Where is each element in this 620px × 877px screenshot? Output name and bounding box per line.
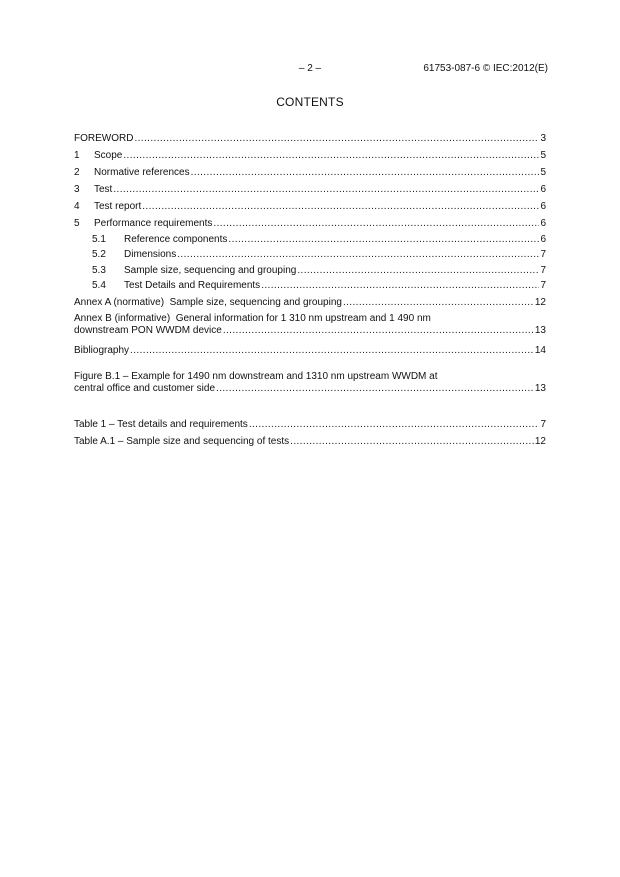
toc-entry-text: Normative references <box>94 167 190 178</box>
leader-dots <box>113 184 539 196</box>
toc-entry-text: Test Details and Requirements <box>124 280 261 291</box>
toc-entry-number: 5.2 <box>92 249 106 260</box>
toc-entry-page: 7 <box>540 280 546 291</box>
toc-entry-page: 6 <box>540 201 546 212</box>
toc-entry-page: 7 <box>540 249 546 260</box>
toc-entry-text: Annex A (normative) Sample size, sequencing and grouping <box>74 297 342 308</box>
toc-entry-number: 1 <box>74 150 80 161</box>
toc-entry-number: 5.1 <box>92 233 106 245</box>
list-of-figures <box>74 371 546 398</box>
toc-entry-dimensions[interactable] <box>74 246 546 262</box>
toc-entry-scope[interactable] <box>74 145 546 162</box>
leader-dots <box>343 297 534 309</box>
toc-entry-page: 14 <box>534 345 546 356</box>
leader-dots <box>297 265 539 277</box>
leader-dots <box>142 201 539 213</box>
leader-dots <box>191 167 540 179</box>
figure-entry-text-line1: Figure B.1 – Example for 1490 nm downstream and 1310 nm upstream WWDM at <box>74 371 438 382</box>
leader-dots <box>290 436 534 448</box>
toc-entry-annex-a[interactable] <box>74 292 546 309</box>
toc-entry-sample-size[interactable] <box>74 261 546 277</box>
toc-entry-reference-components[interactable] <box>74 230 546 246</box>
leader-dots <box>249 419 540 431</box>
toc-entry-text: FOREWORD <box>74 133 134 144</box>
toc-entry-bibliography[interactable] <box>74 340 546 357</box>
toc-entry-number: 5.4 <box>92 280 106 291</box>
toc-entry-test[interactable] <box>74 179 546 196</box>
toc-entry-number: 5.3 <box>92 264 106 276</box>
toc-entry-text-line1: Annex B (informative) General information for 1 310 nm upstream and 1 490 nm <box>74 313 431 324</box>
toc-entry-text: Sample size, sequencing and grouping <box>124 264 297 276</box>
toc-entry-number: 2 <box>74 167 80 178</box>
toc-entry-test-details[interactable] <box>74 277 546 293</box>
table-entry-text: Table 1 – Test details and requirements <box>74 419 248 430</box>
toc-entry-text: Bibliography <box>74 345 130 356</box>
table-entry-page: 7 <box>540 419 546 430</box>
leader-dots <box>177 249 539 261</box>
leader-dots <box>228 234 539 246</box>
document-reference: 61753-087-6 © IEC:2012(E) <box>423 63 548 74</box>
toc-entry-annex-b[interactable] <box>74 313 546 337</box>
toc-entry-page: 5 <box>540 150 546 161</box>
toc-entry-number: 5 <box>74 218 80 229</box>
toc-entry-page: 7 <box>540 264 546 276</box>
contents-title: CONTENTS <box>276 95 344 109</box>
table-entry-a1[interactable] <box>74 431 546 448</box>
table-entry-1[interactable] <box>74 414 546 431</box>
toc-entry-text: Test report <box>94 201 142 212</box>
toc-entry-page: 5 <box>540 167 546 178</box>
toc-entry-page: 6 <box>540 233 546 245</box>
toc-entry-page: 12 <box>534 297 546 308</box>
figure-entry-b1[interactable] <box>74 371 546 395</box>
leader-dots <box>134 133 539 145</box>
leader-dots <box>130 345 534 357</box>
toc-entry-text: Scope <box>94 150 123 161</box>
figure-entry-page: 13 <box>534 383 546 394</box>
toc-entry-page: 13 <box>534 325 546 336</box>
toc-entry-normative-references[interactable] <box>74 162 546 179</box>
toc-entry-page: 6 <box>540 184 546 195</box>
toc-entry-number: 4 <box>74 201 80 212</box>
toc-entry-page: 3 <box>540 133 546 144</box>
table-entry-text: Table A.1 – Sample size and sequencing of tests <box>74 436 290 447</box>
toc-entry-page: 6 <box>540 218 546 229</box>
toc-entry-text: Performance requirements <box>94 218 213 229</box>
leader-dots <box>223 325 534 337</box>
leader-dots <box>216 383 534 395</box>
leader-dots <box>123 150 539 162</box>
figure-entry-text-line2: central office and customer side <box>74 383 216 394</box>
toc-entry-text: Dimensions <box>124 249 177 260</box>
leader-dots <box>261 280 539 292</box>
list-of-tables <box>74 414 546 448</box>
table-entry-page: 12 <box>534 436 546 447</box>
toc-entry-text: Reference components <box>124 233 228 245</box>
toc-entry-foreword[interactable] <box>74 128 546 145</box>
leader-dots <box>213 218 539 230</box>
toc-entry-text: Test <box>94 184 113 195</box>
page-number: – 2 – <box>298 63 322 74</box>
table-of-contents <box>74 128 546 357</box>
toc-entry-text-line2: downstream PON WWDM device <box>74 325 222 336</box>
toc-entry-test-report[interactable] <box>74 196 546 213</box>
toc-entry-number: 3 <box>74 184 80 195</box>
toc-entry-performance-requirements[interactable] <box>74 213 546 230</box>
